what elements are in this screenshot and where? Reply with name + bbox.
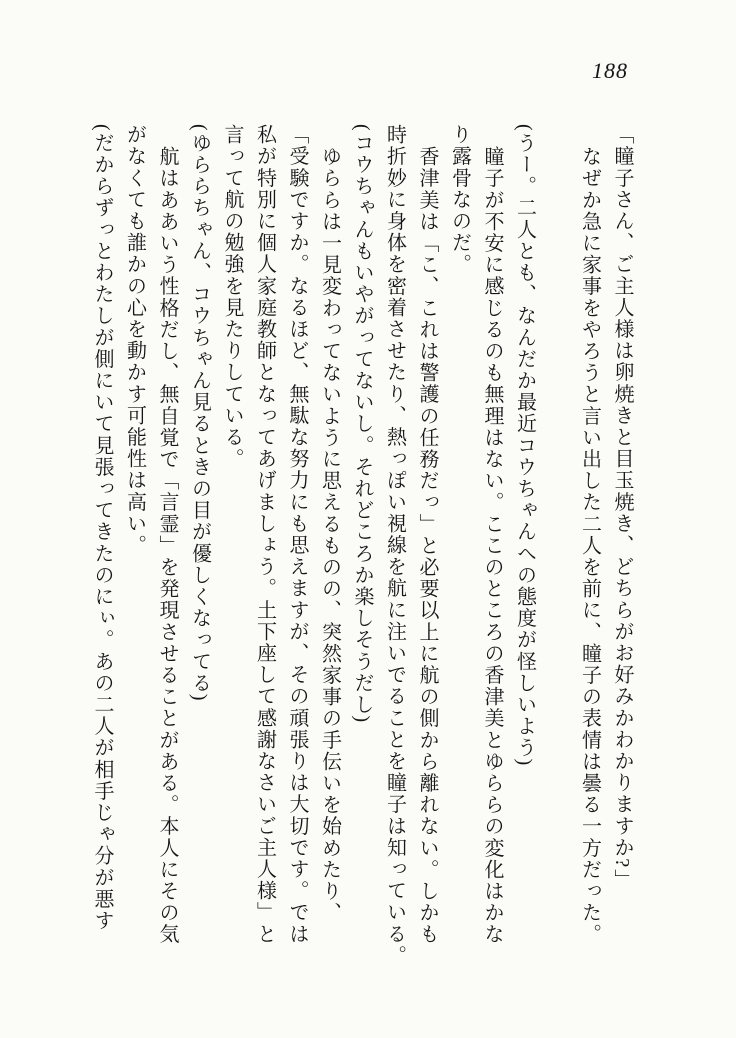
text-line: (ゆららちゃん、コウちゃん見るときの目が優しくなってる) [188,124,211,703]
text-line: 香津美は「こ、これは警護の任務だっ」と必要以上に航の側から離れない。しかも [416,146,438,946]
text-line: (だからずっとわたしが側にいて見張ってきたのにぃ。あの二人が相手じゃ分が悪す [91,124,113,932]
text-line: 私が特別に個人家庭教師となってあげましょう。土下座して感謝なさいご主人様」と [253,124,276,945]
page-text-block [86,124,639,974]
text-line: 「受験ですか。なるほど、無駄な努力にも思えますが、その頑張りは大切です。では [286,124,308,945]
text-line: 「瞳子さん、ご主人様は卵焼きと目玉焼き、どちらがお好みかわかりますか?」 [611,124,633,891]
text-line: (うー。二人とも、なんだか最近コウちゃんへの態度が怪しいよう) [513,124,536,767]
text-line: 言って航の勉強を見たりしている。 [221,124,243,470]
text-line: 時折妙に身体を密着させたり、熱っぽい視線を航に注いでることを瞳子は知っている。 [383,124,406,967]
text-line: (コウちゃんもいやがってないし。それどころか楽しそうだし) [351,124,373,724]
text-line: がなくても誰かの心を動かす可能性は高い。 [123,124,146,556]
text-line: り露骨なのだ。 [448,124,471,276]
text-line: なぜか急に家事をやろうと言い出した二人を前に、瞳子の表情は曇る一方だった。 [578,146,601,946]
page-number: 188 [592,58,628,83]
text-line: 航はああいう性格だし、無自覚で「言霊」を発現させることがある。本人にその気 [156,146,178,946]
text-line: ゆららは一見変わってないように思えるものの、突然家事の手伝いを始めたり、 [318,146,341,924]
text-line [541,124,574,974]
text-line: 瞳子が不安に感じるのも無理はない。ここのところの香津美とゆららの変化はかな [481,146,503,946]
